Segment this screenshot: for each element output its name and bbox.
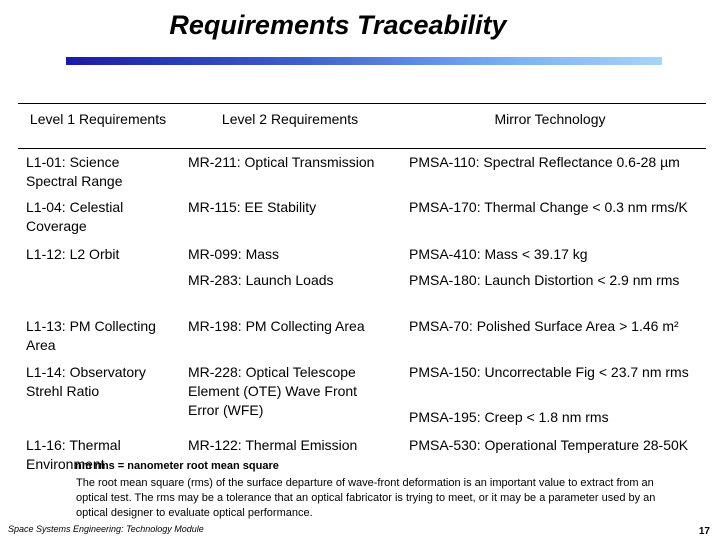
page-title: Requirements Traceability bbox=[169, 10, 507, 40]
table-cell-l2: MR-198: PM Collecting Area bbox=[188, 318, 365, 334]
table-cell-l2: MR-115: EE Stability bbox=[188, 199, 317, 215]
table-cell-l1: L1-14: Observatory Strehl Ratio bbox=[26, 364, 146, 399]
header-level2: Level 2 Requirements bbox=[221, 111, 359, 127]
rms-explanation: The root mean square (rms) of the surface departure of wave-front deformation is an important value to extract from an optical test. The rms may be a tolerance that an optical fabricator is trying to meet, or it may be a parameter used by an optical designer to evaluate optical performance. bbox=[76, 477, 656, 519]
table-cell-l2: MR-283: Launch Loads bbox=[188, 272, 334, 288]
table-cell-l1: L1-13: PM Collecting Area bbox=[26, 318, 156, 353]
table-cell-l1: L1-12: L2 Orbit bbox=[26, 246, 120, 262]
header-level1: Level 1 Requirements bbox=[29, 111, 167, 127]
rms-definition-label: nm rms = nanometer root mean square bbox=[75, 460, 279, 472]
table-cell-l1: L1-04: Celestial Coverage bbox=[26, 199, 124, 234]
table-cell-mirror: PMSA-180: Launch Distortion < 2.9 nm rms bbox=[409, 272, 680, 288]
table-cell-l1: L1-01: Science Spectral Range bbox=[26, 154, 123, 189]
table-cell-l2: MR-228: Optical Telescope Element (OTE) Wave Front Error (WFE) bbox=[188, 364, 358, 418]
page-number: 17 bbox=[698, 526, 710, 537]
header-mirror-technology: Mirror Technology bbox=[494, 111, 606, 127]
table-rule-header bbox=[18, 148, 706, 149]
table-cell-mirror: PMSA-70: Polished Surface Area > 1.46 m² bbox=[409, 318, 679, 334]
table-cell-mirror: PMSA-150: Uncorrectable Fig < 23.7 nm rms bbox=[409, 364, 689, 380]
table-cell-l2: MR-122: Thermal Emission bbox=[188, 437, 358, 453]
table-cell-l1: L1-16: Thermal Environment bbox=[26, 437, 121, 472]
table-cell-mirror: PMSA-195: Creep < 1.8 nm rms bbox=[409, 409, 609, 425]
table-cell-l2: MR-099: Mass bbox=[188, 246, 280, 262]
table-rule-top bbox=[18, 103, 706, 104]
table-cell-mirror: PMSA-170: Thermal Change < 0.3 nm rms/K bbox=[409, 199, 688, 215]
table-cell-mirror: PMSA-110: Spectral Reflectance 0.6-28 µm bbox=[409, 154, 680, 170]
title-underline-bar bbox=[66, 57, 662, 65]
table-cell-l2: MR-211: Optical Transmission bbox=[188, 154, 375, 170]
footer-course-title: Space Systems Engineering: Technology Module bbox=[8, 524, 204, 534]
table-cell-mirror: PMSA-530: Operational Temperature 28-50K bbox=[409, 437, 689, 453]
table-cell-mirror: PMSA-410: Mass < 39.17 kg bbox=[409, 246, 588, 262]
